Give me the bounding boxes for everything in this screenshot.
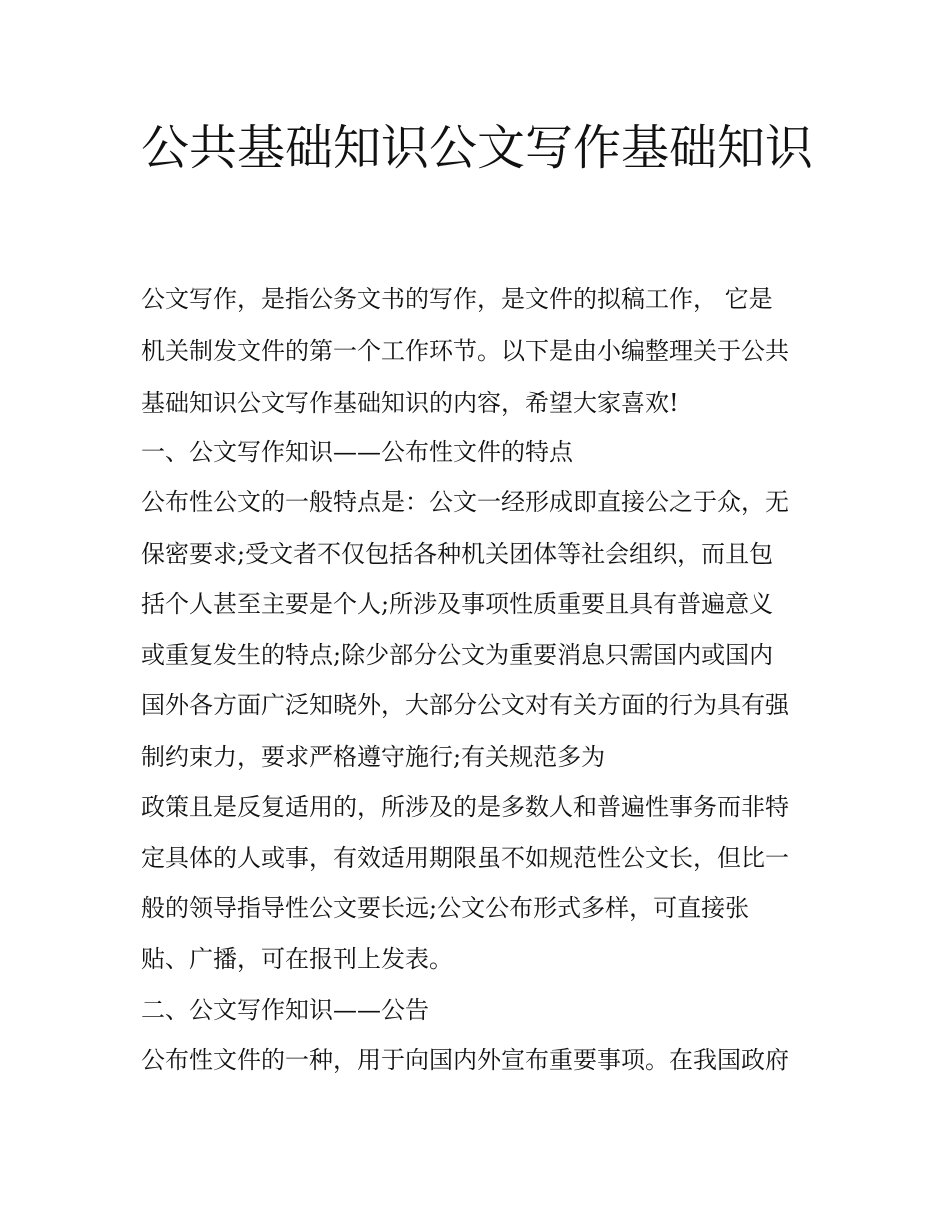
body-line: 基础知识公文写作基础知识的内容，希望大家喜欢! bbox=[141, 389, 679, 417]
body-line: 机关制发文件的第一个工作环节。以下是由小编整理关于公共 bbox=[141, 337, 789, 365]
body-line: 政策且是反复适用的，所涉及的是多数人和普遍性事务而非特 bbox=[141, 793, 789, 821]
body-line: 定具体的人或事，有效适用期限虽不如规范性公文长，但比一 bbox=[141, 844, 789, 872]
body-line: 括个人甚至主要是个人;所涉及事项性质重要且具有普遍意义 bbox=[141, 590, 774, 618]
document-title: 公共基础知识公文写作基础知识 bbox=[141, 120, 814, 176]
body-line: 国外各方面广泛知晓外，大部分公文对有关方面的行为具有强 bbox=[141, 691, 789, 719]
body-line: 公布性文件的一种，用于向国内外宣布重要事项。在我国政府 bbox=[141, 1046, 789, 1074]
body-line: 公文写作，是指公务文书的写作，是文件的拟稿工作， 它是 bbox=[141, 285, 773, 313]
body-line: 般的领导指导性公文要长远;公文公布形式多样，可直接张 bbox=[141, 894, 750, 922]
body-line: 或重复发生的特点;除少部分公文为重要消息只需国内或国内 bbox=[141, 641, 774, 669]
body-line: 贴、广播，可在报刊上发表。 bbox=[141, 945, 453, 973]
section-heading: 一、公文写作知识——公布性文件的特点 bbox=[141, 438, 573, 466]
body-line: 制约束力，要求严格遵守施行;有关规范多为 bbox=[141, 743, 606, 771]
section-heading: 二、公文写作知识——公告 bbox=[141, 996, 429, 1024]
body-line: 公布性公文的一般特点是：公文一经形成即直接公之于众，无 bbox=[141, 488, 789, 516]
body-line: 保密要求;受文者不仅包括各种机关团体等社会组织，而且包 bbox=[141, 540, 774, 568]
